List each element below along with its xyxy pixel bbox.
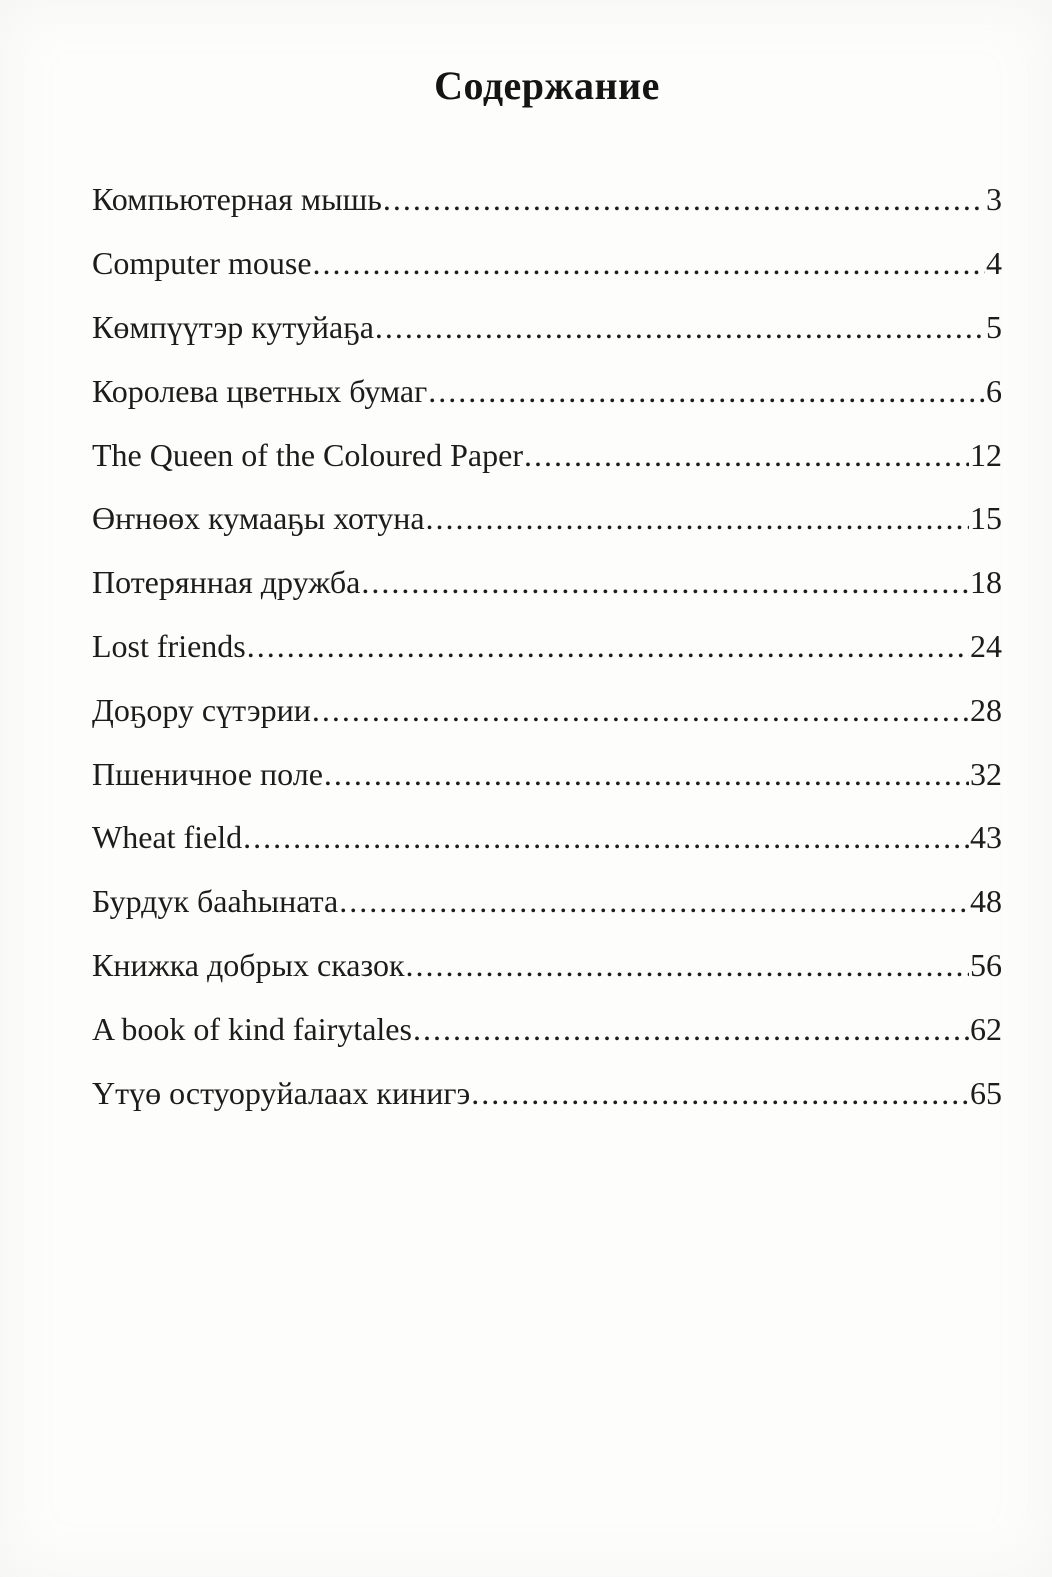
dot-leader <box>383 181 985 218</box>
toc-entry <box>92 487 1002 551</box>
toc-entry-title: Книжка добрых сказок <box>92 946 405 983</box>
toc-entry-title: Көмпүүтэр кутуйаҕа <box>92 308 374 345</box>
toc-entry-page: 15 <box>970 500 1002 537</box>
toc-entry <box>92 232 1002 296</box>
toc-entry-page: 56 <box>970 946 1002 983</box>
toc-entry <box>92 1061 1002 1125</box>
dot-leader <box>243 819 969 856</box>
toc-entry-page: 28 <box>970 691 1002 728</box>
toc-entry-title: Wheat field <box>92 819 243 856</box>
toc-entry-page: 12 <box>970 436 1002 473</box>
toc-entry-title: A book of kind fairytales <box>92 1010 412 1047</box>
toc-entry-page: 4 <box>986 245 1002 282</box>
toc-entry-page: 32 <box>970 755 1002 792</box>
toc-entry-title: The Queen of the Coloured Paper <box>92 436 523 473</box>
toc-entry-title: Lost friends <box>92 627 246 664</box>
toc-entry <box>92 678 1002 742</box>
dot-leader <box>312 692 969 729</box>
dot-leader <box>471 1075 969 1112</box>
toc-entry-title: Королева цветных бумаг <box>92 372 428 409</box>
toc-entry <box>92 423 1002 487</box>
toc-entry-title: Доҕору сүтэрии <box>92 691 311 728</box>
toc-entry <box>92 870 1002 934</box>
dot-leader <box>524 437 969 474</box>
toc-entry <box>92 551 1002 615</box>
dot-leader <box>406 947 970 984</box>
toc-entry <box>92 742 1002 806</box>
toc-entry <box>92 934 1002 998</box>
toc-entry <box>92 997 1002 1061</box>
dot-leader <box>247 628 969 665</box>
toc-entry-page: 6 <box>986 372 1002 409</box>
toc-entry-title: Пшеничное поле <box>92 755 323 792</box>
toc-entry-title: Computer mouse <box>92 245 312 282</box>
page-title: Содержание <box>434 63 660 108</box>
toc-entry-title: Өҥнөөх кумааҕы хотуна <box>92 500 425 537</box>
dot-leader <box>413 1011 969 1048</box>
dot-leader <box>428 373 985 410</box>
toc-entry <box>92 359 1002 423</box>
table-of-contents <box>92 168 1002 1125</box>
toc-entry-page: 62 <box>970 1010 1002 1047</box>
toc-entry-title: Компьютерная мышь <box>92 181 382 218</box>
toc-content <box>92 62 1002 1125</box>
dot-leader <box>426 500 969 537</box>
dot-leader <box>324 756 969 793</box>
dot-leader <box>313 245 985 282</box>
toc-entry-page: 5 <box>986 308 1002 345</box>
toc-entry-title: Үтүө остуоруйалаах кинигэ <box>92 1074 471 1111</box>
toc-entry-page: 18 <box>970 564 1002 601</box>
dot-leader <box>375 309 985 346</box>
toc-entry <box>92 168 1002 232</box>
dot-leader <box>339 883 969 920</box>
toc-entry-page: 48 <box>970 883 1002 920</box>
toc-entry-page: 65 <box>970 1074 1002 1111</box>
toc-entry-title: Бурдук бааһыната <box>92 883 339 920</box>
toc-entry <box>92 806 1002 870</box>
toc-entry-title: Потерянная дружба <box>92 564 361 601</box>
toc-entry-page: 43 <box>970 819 1002 856</box>
toc-entry <box>92 615 1002 679</box>
toc-entry <box>92 296 1002 360</box>
toc-entry-page: 24 <box>970 627 1002 664</box>
dot-leader <box>361 564 969 601</box>
toc-entry-page: 3 <box>986 181 1002 218</box>
